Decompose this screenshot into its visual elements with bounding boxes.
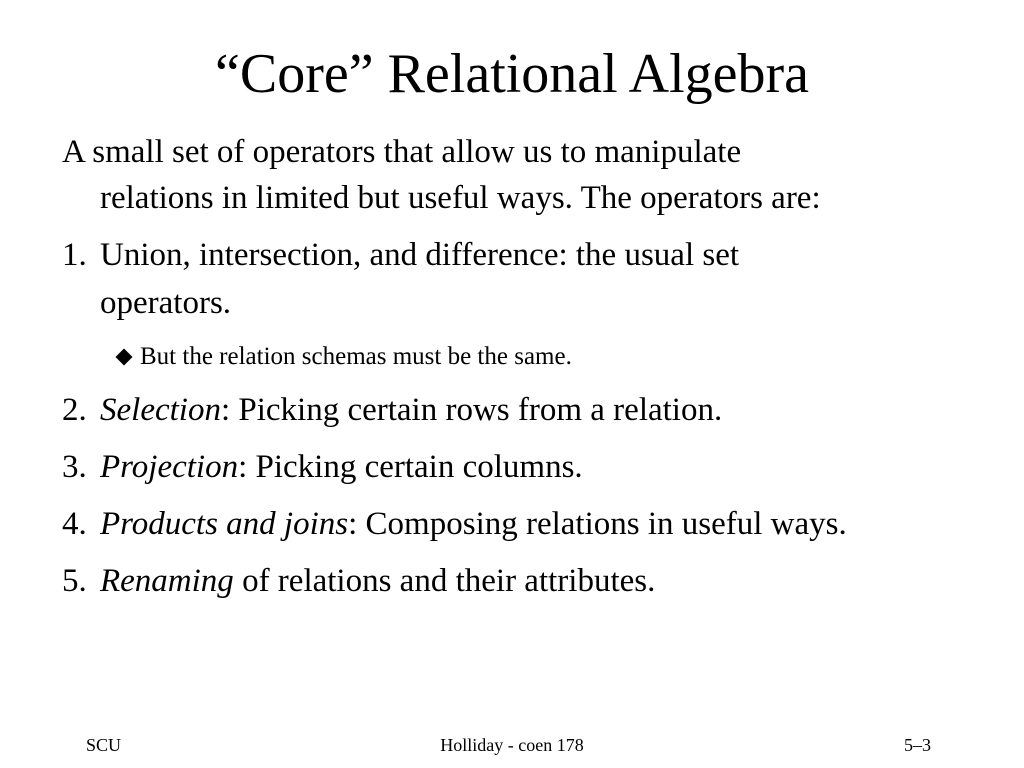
- item-4-rest: : Composing relations in useful ways.: [348, 506, 847, 542]
- intro-line-1: A small set of operators that allow us to manipulate: [62, 134, 742, 170]
- intro-line-2: relations in limited but useful ways. The operators are:: [100, 180, 821, 216]
- item-2-rest: : Picking certain rows from a relation.: [220, 392, 723, 428]
- item-5-term: Renaming: [100, 563, 234, 599]
- item-2-text: [100, 387, 722, 433]
- item-2-number: 2.: [62, 392, 87, 428]
- item-4-number: 4.: [62, 506, 87, 542]
- footer-left: SCU: [86, 735, 122, 755]
- sub-bullet: [118, 339, 572, 375]
- item-3-text: [100, 444, 583, 490]
- diamond-bullet-icon: [116, 349, 133, 366]
- item-1-number: 1.: [62, 237, 87, 273]
- item-5-number: 5.: [62, 563, 87, 599]
- footer-center: Holliday - coen 178: [440, 735, 584, 755]
- item-3-term: Projection: [100, 449, 239, 485]
- slide-title: “Core” Relational Algebra: [215, 43, 809, 105]
- item-5-text: [100, 558, 655, 604]
- item-4-term: Products and joins: [100, 506, 349, 542]
- item-3-number: 3.: [62, 449, 87, 485]
- item-5-rest: of relations and their attributes.: [233, 563, 656, 599]
- item-1-line-2: operators.: [100, 285, 232, 321]
- item-3-rest: : Picking certain columns.: [238, 449, 583, 485]
- item-4-text: [100, 501, 847, 547]
- item-1-line-1: Union, intersection, and difference: the usual set: [100, 237, 740, 273]
- sub-bullet-text: But the relation schemas must be the same.: [140, 343, 572, 370]
- item-2-term: Selection: [100, 392, 221, 428]
- footer-right: 5–3: [904, 735, 931, 755]
